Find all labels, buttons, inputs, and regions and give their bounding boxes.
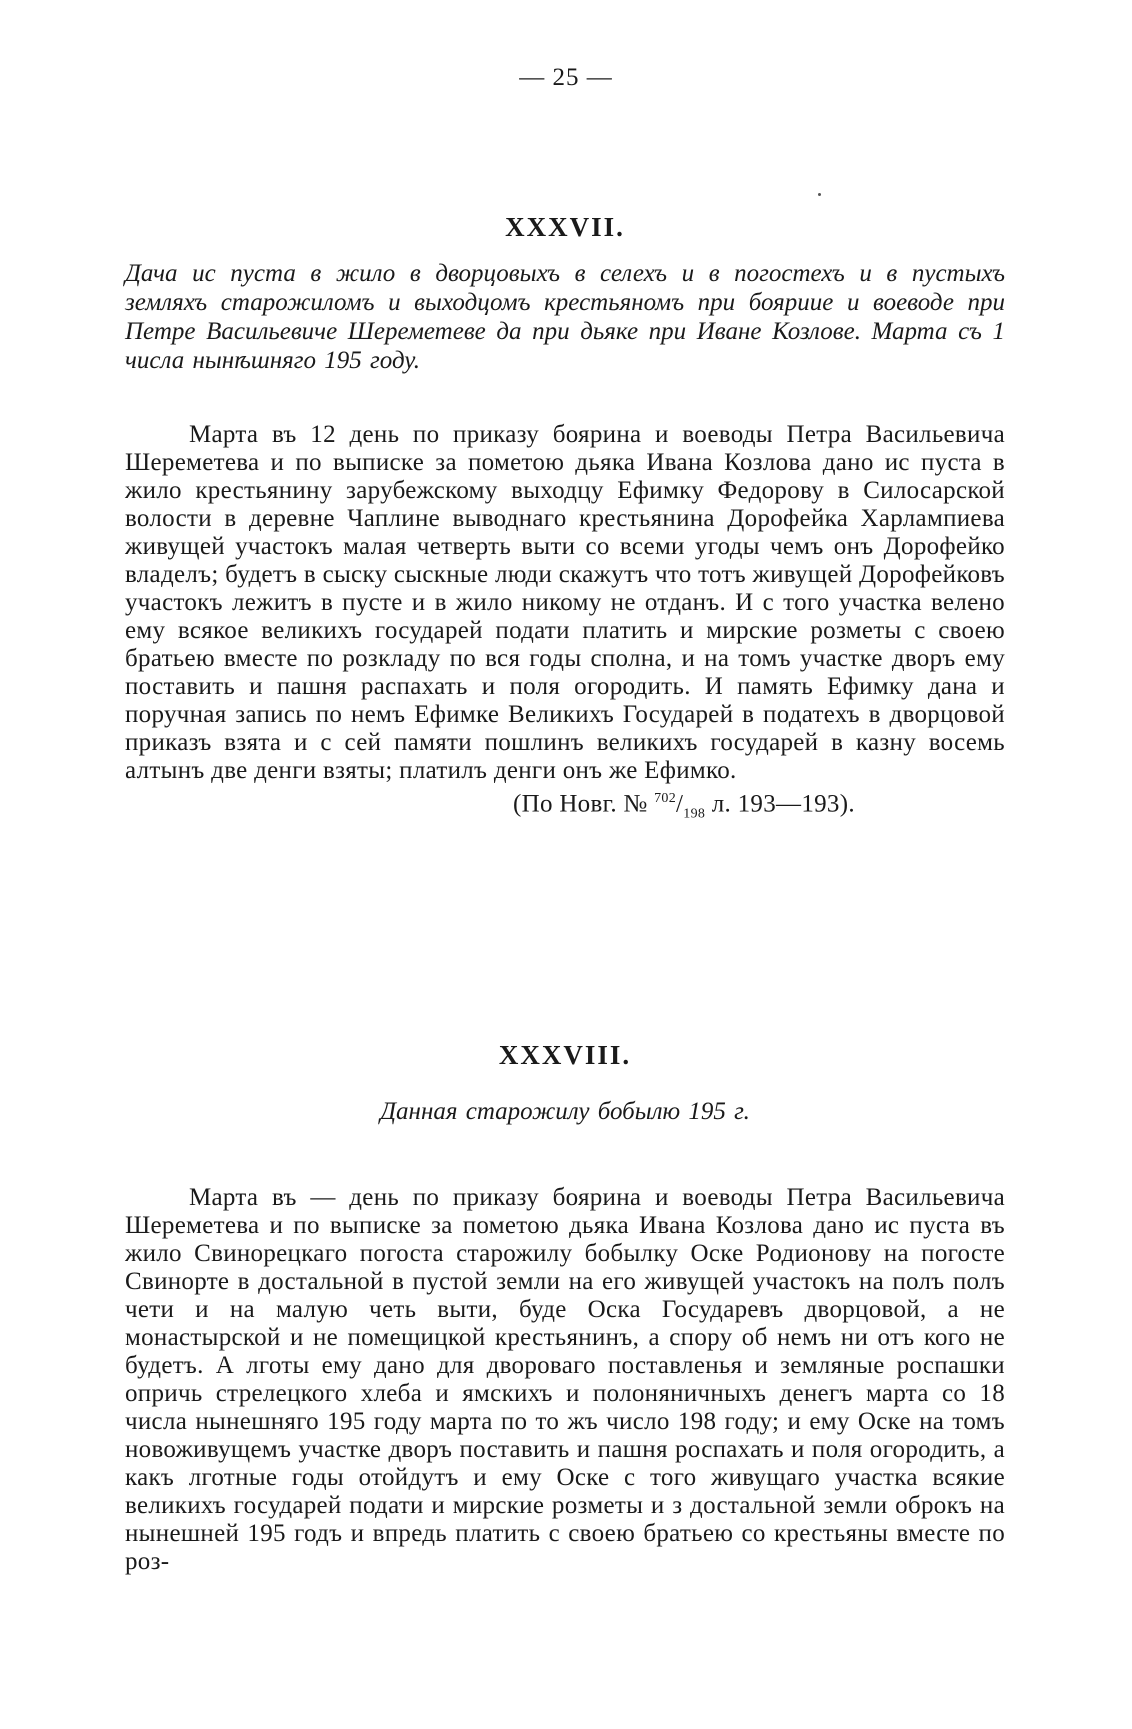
reference-sub: 198 [683, 806, 706, 822]
reference-prefix: (По Новг. № [513, 790, 655, 818]
section-xxxvii [125, 212, 1005, 828]
section-heading: Дача ис пуста в жило в дворцовыхъ в селехъ и в погостехъ и в пустыхъ земляхъ старожиломъ и выходцомъ крестьяномъ при бояриие и воеводе при Петре Васильевиче Шереметеве да при дьяке при Иване Козлове. Марта съ 1 числа нынѣшняго 195 году. [125, 260, 1005, 374]
section-body: Марта въ 12 день по приказу боярина и воеводы Петра Васильевича Шереметева и по выписке за пометою дьяка Ивана Козлова дано ис пуста в жило крестьянину зарубежскому выходцу Ефимку Федорову в Силосарской волости в деревне Чаплине выводнаго крестьянина Дорофейка Харлампиева живущей участокъ малая четверть выти со всеми угоды чемъ онъ Дорофейко владелъ; будетъ в сыску сыскные люди скажутъ что тотъ живущей Дорофейковъ участокъ лежитъ в пусте и в жило никому не отданъ. И с того участка велено ему всякое великихъ государей подати платить и мирские розметы с своею братьею вместе по розкладу по вся годы сполна, и на томъ участке дворъ ему поставить и пашня распахать и поля огородить. И память Ефимку дана и поручная запись по немъ Ефимке Великихъ Государей в податехъ в дворцовой приказъ взята и с сей памяти пошлинъ великихъ государей в казну восемь алтынъ две денги взяты; платилъ денги онъ же Ефимко. [125, 421, 1005, 784]
reference-slash: / [676, 790, 684, 818]
section-body: Марта въ — день по приказу боярина и воеводы Петра Васильевича Шереметева и по выписке за пометою дьяка Ивана Козлова дано ис пуста въ жило Свинорецкаго погоста старожилу бобылку Оске Родионову на погосте Свинорте в достальной в пустой земли на его живущей участокъ на полъ полъ чети и на малую четь выти, буде Оска Государевъ дворцовой, а не монастырской и не помещицкой крестьянинъ, а спору об немъ ни отъ кого не будетъ. А лготы ему дано для двороваго поставленья и земляные роспашки опричь стрелецкого хлеба и ямскихъ и полоняничныхъ денегъ марта со 18 числа нынешняго 195 году марта по то жъ число 198 году; и ему Оске на томъ новоживущемъ участке дворъ поставить и пашня роспахать и поля огородить, а какъ лготные годы отойдутъ и ему Оске с того живущаго участка всякие великихъ государей подати и мирские розметы и з достальной земли оброкъ на нынешней 195 годъ и впредь платить с своею братьею со крестьяны вместе по роз- [125, 1184, 1005, 1575]
section-numeral: XXXVIII. [498, 1040, 632, 1070]
section-numeral: XXXVII. [505, 212, 625, 242]
section-heading: Данная старожилу бобылю 195 г. [380, 1098, 750, 1125]
page-number: — 25 — [519, 64, 613, 91]
reference-sup: 702 [654, 791, 677, 806]
reference-suffix: л. 193—193). [705, 790, 855, 818]
section-xxxviii [125, 1040, 1005, 1576]
source-reference [125, 785, 1005, 828]
print-speck [818, 193, 821, 196]
